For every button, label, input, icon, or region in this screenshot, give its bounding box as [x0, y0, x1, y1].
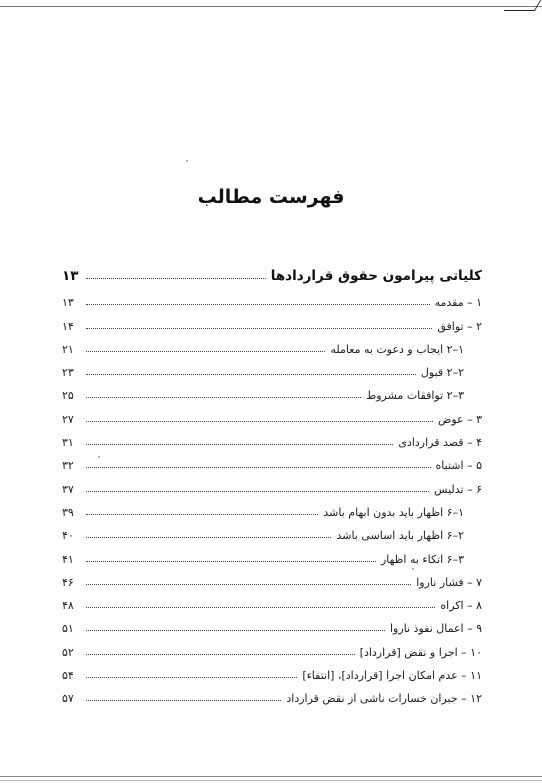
- scan-edge-top: [0, 6, 542, 7]
- toc-entry[interactable]: [62, 612, 482, 635]
- toc-entry-label: ۳–۲ توافقات مشروط: [366, 389, 464, 403]
- toc-entry-label: ۳ – عوض: [438, 412, 482, 426]
- toc-entry-page: ۵۲: [62, 645, 74, 659]
- toc-entry[interactable]: [62, 402, 482, 425]
- toc-entry[interactable]: [62, 356, 482, 379]
- toc-entry-page: ۳۷: [62, 482, 74, 496]
- toc-entry-page: ۴۸: [62, 599, 74, 613]
- toc-entry-label: ۱۰ – اجرا و نقض [قرارداد]: [359, 645, 482, 659]
- toc-entry-page: ۳۹: [62, 505, 74, 519]
- scan-edge-bottom-faint: [0, 780, 542, 781]
- toc-entry-label: ۴ – قصد قراردادی: [398, 436, 482, 450]
- scan-edge-bottom: [0, 776, 542, 777]
- toc-heading-label: کلیاتی پیرامون حقوق قراردادها: [270, 268, 482, 284]
- toc-entry[interactable]: [62, 286, 482, 309]
- toc-entry[interactable]: [62, 682, 482, 705]
- toc-entry-label: ۲–۲ قبول: [420, 366, 464, 380]
- toc-entry-page: ۴۰: [62, 529, 74, 543]
- toc-entry-page: ۳۲: [62, 459, 74, 473]
- dot-leader: [86, 630, 385, 631]
- dot-leader: [86, 374, 416, 375]
- dot-leader: [86, 607, 435, 608]
- toc-entry-page: ۲۳: [62, 366, 74, 380]
- toc-entry-label: ۵ – اشتباه: [435, 459, 482, 473]
- toc-entry-label: ۱۱ – عدم امکان اجرا [قرارداد]، [انتفاء]: [302, 669, 482, 683]
- toc-entry[interactable]: [62, 309, 482, 332]
- toc-entry-label: ۱ – مقدمه: [434, 296, 482, 310]
- page-title: فهرست مطالب: [197, 186, 345, 208]
- toc-entry-label: ۷ – فشار ناروا: [416, 575, 482, 589]
- dot-leader: [86, 584, 411, 585]
- dot-leader: [86, 351, 325, 352]
- toc-entry-page: ۱۳: [62, 296, 74, 310]
- toc-entry[interactable]: [62, 566, 482, 589]
- toc-entry[interactable]: [62, 659, 482, 682]
- toc-entry-page: ۲۱: [62, 342, 74, 356]
- dot-leader: [86, 561, 376, 562]
- toc-entry-page: ۲۷: [62, 412, 74, 426]
- toc-entry-page: ۳۱: [62, 436, 74, 450]
- toc-entry-page: ۲۵: [62, 389, 74, 403]
- toc-entry[interactable]: [62, 589, 482, 612]
- dot-leader: [86, 278, 266, 279]
- toc-entry-label: ۱۲ – جبران خسارات ناشی از نقض قرارداد: [286, 692, 482, 706]
- scan-speck: [98, 456, 100, 458]
- toc-entry-page: ۱۴: [62, 319, 74, 333]
- toc-entry-label: ۶ – تدلیس: [434, 482, 482, 496]
- toc-entry-page: ۵۴: [62, 669, 74, 683]
- toc-entry-label: ۳–۶ اتکاء به اظهار: [380, 552, 464, 566]
- dot-leader: [86, 328, 432, 329]
- toc-entry-label: ۱–۶ اظهار باید بدون ابهام باشد: [323, 505, 464, 519]
- toc-entry[interactable]: [62, 635, 482, 658]
- dot-leader: [86, 514, 318, 515]
- toc-entry-page: ۵۷: [62, 692, 74, 706]
- toc-entry[interactable]: [62, 379, 482, 402]
- toc-entry-label: ۸ – اکراه: [440, 599, 482, 613]
- table-of-contents: [62, 258, 482, 705]
- toc-entry-label: ۹ – اعمال نفوذ ناروا: [389, 622, 482, 636]
- toc-entry-page: ۴۱: [62, 552, 74, 566]
- toc-entry-page: ۴۶: [62, 575, 74, 589]
- dot-leader: [86, 421, 433, 422]
- toc-entry[interactable]: [62, 449, 482, 472]
- toc-entry[interactable]: [62, 496, 482, 519]
- toc-entry-label: ۲–۶ اظهار باید اساسی باشد: [336, 529, 464, 543]
- scan-speck: [412, 568, 414, 570]
- dot-leader: [86, 444, 393, 445]
- dot-leader: [86, 677, 297, 678]
- scan-speck: [186, 160, 188, 162]
- toc-entry-label: ۲ – توافق: [437, 319, 482, 333]
- dot-leader: [86, 700, 281, 701]
- toc-entry[interactable]: [62, 426, 482, 449]
- toc-entry-page: ۵۱: [62, 622, 74, 636]
- dot-leader: [86, 304, 430, 305]
- dot-leader: [86, 397, 361, 398]
- toc-entry[interactable]: [62, 519, 482, 542]
- toc-entry[interactable]: [62, 472, 482, 495]
- toc-heading-row[interactable]: [62, 258, 482, 284]
- dot-leader: [86, 467, 431, 468]
- toc-entry[interactable]: [62, 333, 482, 356]
- toc-entry-label: ۱–۲ ایجاب و دعوت به معامله: [330, 342, 464, 356]
- dot-leader: [86, 654, 355, 655]
- toc-entry[interactable]: [62, 542, 482, 565]
- page-corner-mark: [504, 0, 541, 11]
- toc-heading-page: ۱۳: [62, 268, 79, 284]
- dot-leader: [86, 491, 429, 492]
- dot-leader: [86, 537, 331, 538]
